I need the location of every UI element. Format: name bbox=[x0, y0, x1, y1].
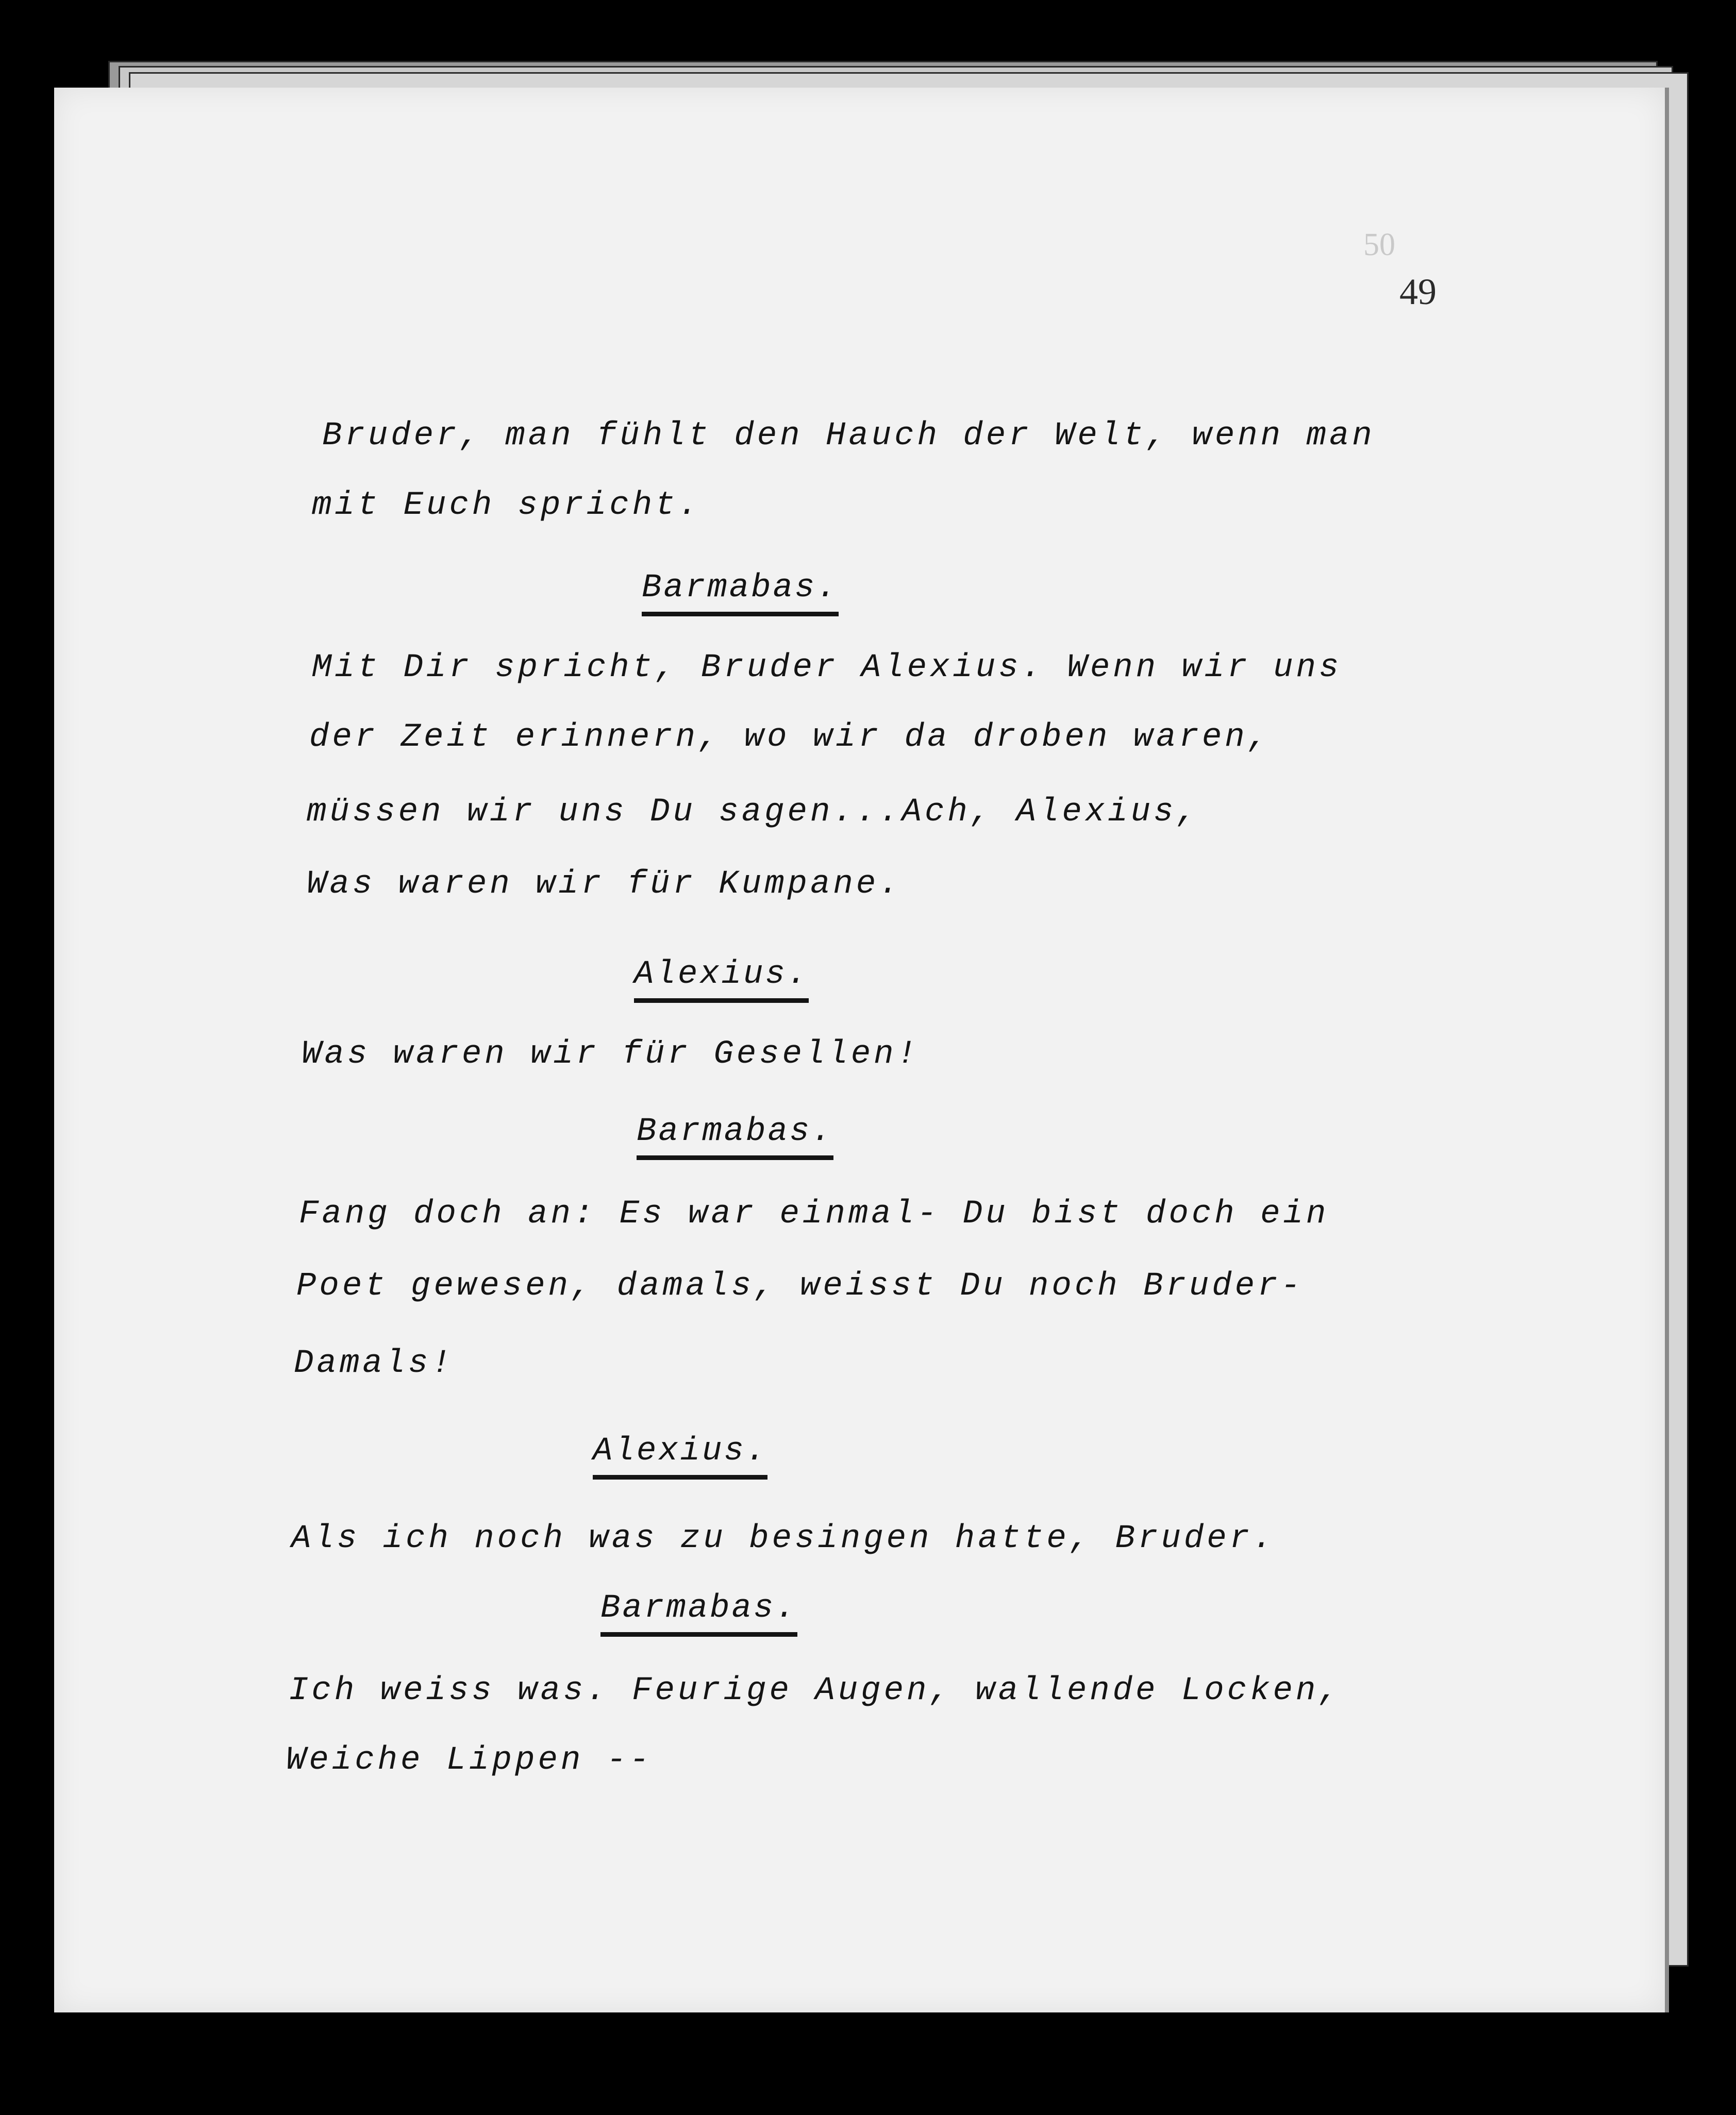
dialogue-line: der Zeit erinnern, wo wir da droben waren, bbox=[309, 719, 1271, 756]
dialogue-line: Damals! bbox=[294, 1345, 454, 1382]
dialogue-line: Poet gewesen, damals, weisst Du noch Bruder- bbox=[296, 1268, 1304, 1305]
dialogue-line: müssen wir uns Du sagen...Ach, Alexius, bbox=[307, 794, 1199, 831]
dialogue-line: Was waren wir für Gesellen! bbox=[302, 1036, 920, 1073]
speaker-heading: Barmabas. bbox=[637, 1113, 833, 1160]
dialogue-line: mit Euch spricht. bbox=[312, 487, 701, 524]
faint-page-number: 50 bbox=[1363, 227, 1395, 262]
dialogue-line: Ich weiss was. Feurige Augen, wallende Locken, bbox=[289, 1672, 1342, 1709]
dialogue-line: Als ich noch was zu besingen hatte, Bruder. bbox=[291, 1520, 1276, 1557]
dialogue-line: Bruder, man fühlt den Hauch der Welt, wenn man bbox=[322, 417, 1375, 455]
speaker-heading: Barmabas. bbox=[600, 1590, 797, 1637]
page-number: 49 bbox=[1399, 271, 1437, 312]
typescript-page bbox=[54, 88, 1669, 2012]
speaker-heading: Alexius. bbox=[593, 1433, 767, 1480]
dialogue-line: Mit Dir spricht, Bruder Alexius. Wenn wir uns bbox=[312, 649, 1342, 686]
dialogue-line: Was waren wir für Kumpane. bbox=[307, 866, 902, 903]
dialogue-line: Fang doch an: Es war einmal- Du bist doch ein bbox=[299, 1196, 1329, 1233]
dialogue-line: Weiche Lippen -- bbox=[286, 1742, 653, 1779]
speaker-heading: Alexius. bbox=[634, 956, 809, 1003]
speaker-heading: Barmabas. bbox=[642, 569, 839, 616]
